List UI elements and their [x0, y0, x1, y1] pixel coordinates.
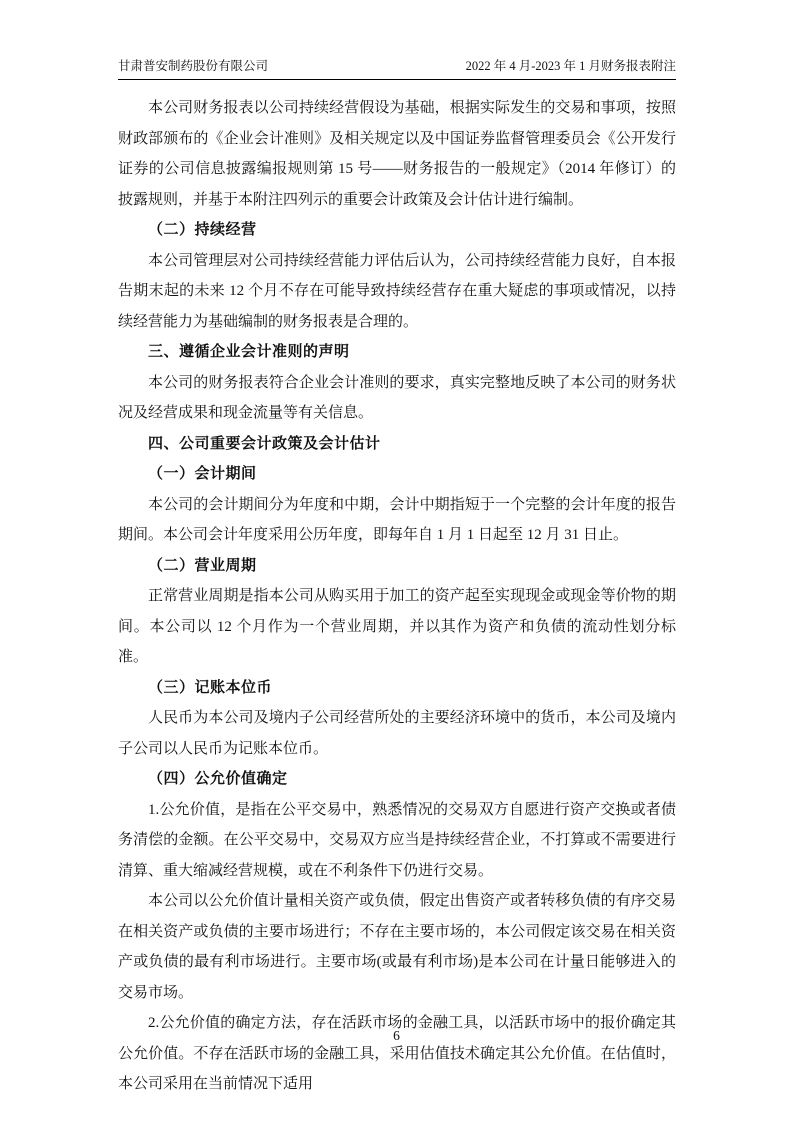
paragraph-operating-cycle: 正常营业周期是指本公司从购买用于加工的资产起至实现现金或现金等价物的期间。本公司以 12 个月作为一个营业周期，并以其作为资产和负债的流动性划分标准。 — [118, 588, 676, 665]
heading-going-concern: （二）持续经营 — [148, 221, 257, 238]
paragraph-preparation-basis: 本公司财务报表以公司持续经营假设为基础，根据实际发生的交易和事项，按照财政部颁布的《企业会计准则》及相关规定以及中国证券监督管理委员会《公开发行证券的公司信息披露编报规则第 15 号——财务报告的一般规定》（2014 年修订）的披露规则，并基于本附注四列示的重要会计政策及会计估计进行编制。 — [118, 100, 676, 208]
paragraph-going-concern: 本公司管理层对公司持续经营能力评估后认为，公司持续经营能力良好，自本报告期末起的未来 12 个月不存在可能导致持续经营存在重大疑虑的事项或情况，以持续经营能力为基础编制的财务报表是合理的。 — [118, 252, 676, 330]
page-footer — [0, 1028, 793, 1044]
header-company-name: 甘肃普安制药股份有限公司 — [118, 59, 269, 73]
header-report-title: 2022 年 4 月-2023 年 1 月财务报表附注 — [465, 59, 676, 73]
paragraph-functional-currency: 人民币为本公司及境内子公司经营所处的主要经济环境中的货币，本公司及境内子公司以人民币为记账本位币。 — [118, 710, 676, 757]
paragraph-fair-value-definition: 1.公允价值，是指在公平交易中，熟悉情况的交易双方自愿进行资产交换或者债务清偿的金额。在公平交易中，交易双方应当是持续经营企业，不打算或不需要进行清算、重大缩减经营规模，或在不利条件下仍进行交易。 — [118, 801, 676, 879]
heading-fair-value: （四）公允价值确定 — [148, 770, 288, 787]
page-number: 6 — [393, 1028, 400, 1043]
document-body — [118, 80, 676, 1100]
page-header — [118, 56, 676, 80]
paragraph-fair-value-market: 本公司以公允价值计量相关资产或负债，假定出售资产或者转移负债的有序交易在相关资产或负债的主要市场进行；不存在主要市场的，本公司假定该交易在相关资产或负债的最有利市场进行。主要市场(或最有利市场)是本公司在计量日能够进入的交易市场。 — [118, 893, 676, 1001]
heading-compliance-statement: 三、遵循企业会计准则的声明 — [148, 343, 350, 360]
heading-functional-currency: （三）记账本位币 — [148, 678, 273, 696]
heading-accounting-policies: 四、公司重要会计政策及会计估计 — [148, 434, 381, 452]
paragraph-accounting-period: 本公司的会计期间分为年度和中期，会计中期指短于一个完整的会计年度的报告期间。本公司会计年度采用公历年度，即每年自 1 月 1 日起至 12 月 31 日止。 — [118, 496, 676, 543]
heading-operating-cycle: （二）营业周期 — [148, 556, 257, 574]
heading-accounting-period: （一）会计期间 — [148, 465, 257, 482]
paragraph-fair-value-method: 2.公允价值的确定方法，存在活跃市场的金融工具，以活跃市场中的报价确定其公允价值。不存在活跃市场的金融工具，采用估值技术确定其公允价值。在估值时，本公司采用在当前情况下适用 — [118, 1015, 676, 1092]
paragraph-compliance-statement: 本公司的财务报表符合企业会计准则的要求，真实完整地反映了本公司的财务状况及经营成果和现金流量等有关信息。 — [118, 374, 676, 421]
